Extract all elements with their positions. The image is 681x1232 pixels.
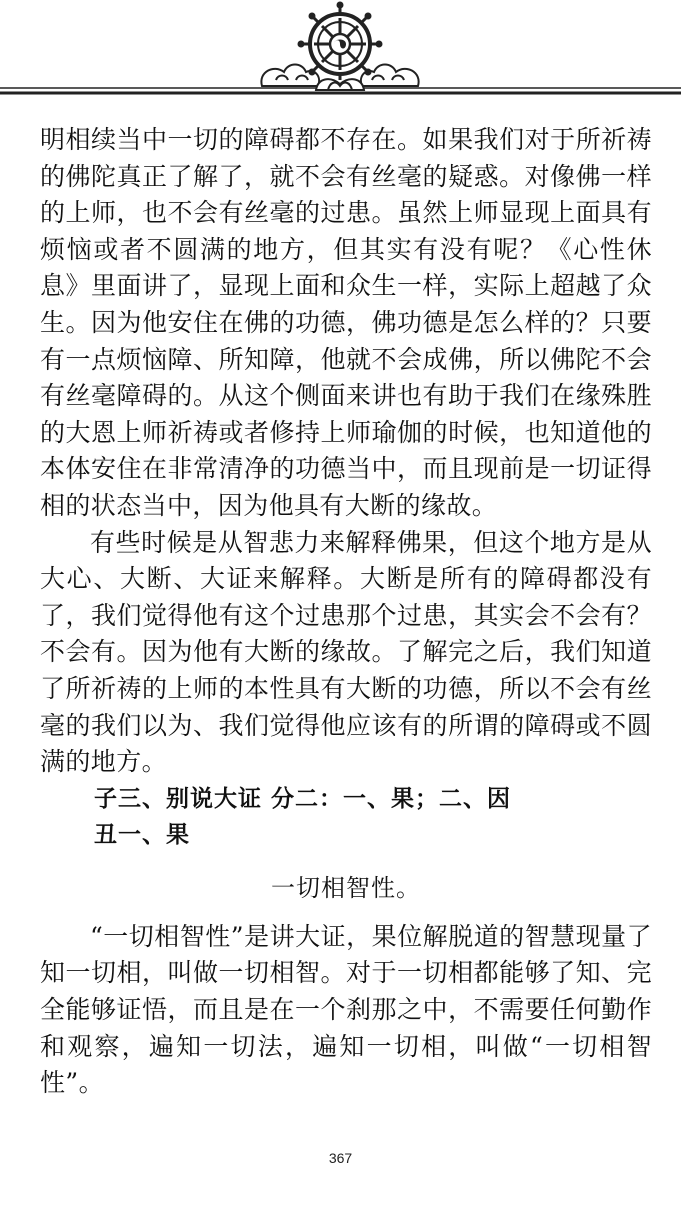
verse-title: 一切相智性。 [271,873,421,902]
page-body [40,122,652,1102]
body-paragraph-3: “一切相智性”是讲大证，果位解脱道的智慧现量了知一切相，叫做一切相智。对于一切相都能够了知、完全能够证悟，而且是在一个刹那之中，不需要任何勤作和观察，遍知一切法，遍知一切相，叫做“一切相智性”。 [40,921,652,1098]
body-paragraph-1: 明相续当中一切的障碍都不存在。如果我们对于所祈祷的佛陀真正了解了，就不会有丝毫的疑惑。对像佛一样的上师，也不会有丝毫的过患。虽然上师显现上面具有烦恼或者不圆满的地方，但其实有没有呢？《心性休息》里面讲了，显现上面和众生一样，实际上超越了众生。因为他安住在佛的功德，佛功德是怎么样的？只要有一点烦恼障、所知障，他就不会成佛，所以佛陀不会有丝毫障碍的。从这个侧面来讲也有助于我们在缘殊胜的大恩上师祈祷或者修持上师瑜伽的时候，也知道他的本体安住在非常清净的功德当中，而且现前是一切证得相的状态当中，因为他具有大断的缘故。 [40,125,652,520]
page-number: 367 [328,1150,353,1166]
dharma-wheel-icon [0,0,681,110]
page-header-ornament [0,0,681,110]
body-paragraph-2: 有些时候是从智悲力来解释佛果，但这个地方是从大心、大断、大证来解释。大断是所有的障碍都没有了，我们觉得他有这个过患那个过患，其实会不会有？不会有。因为他有大断的缘故。了解完之后，我们知道了所祈祷的上师的本性具有大断的功德，所以不会有丝毫的我们以为、我们觉得他应该有的所谓的障碍或不圆满的地方。 [40,527,652,777]
section-heading: 子三、别说大证 分二：一、果；二、因 [94,785,512,812]
subsection-heading: 丑一、果 [94,822,190,849]
